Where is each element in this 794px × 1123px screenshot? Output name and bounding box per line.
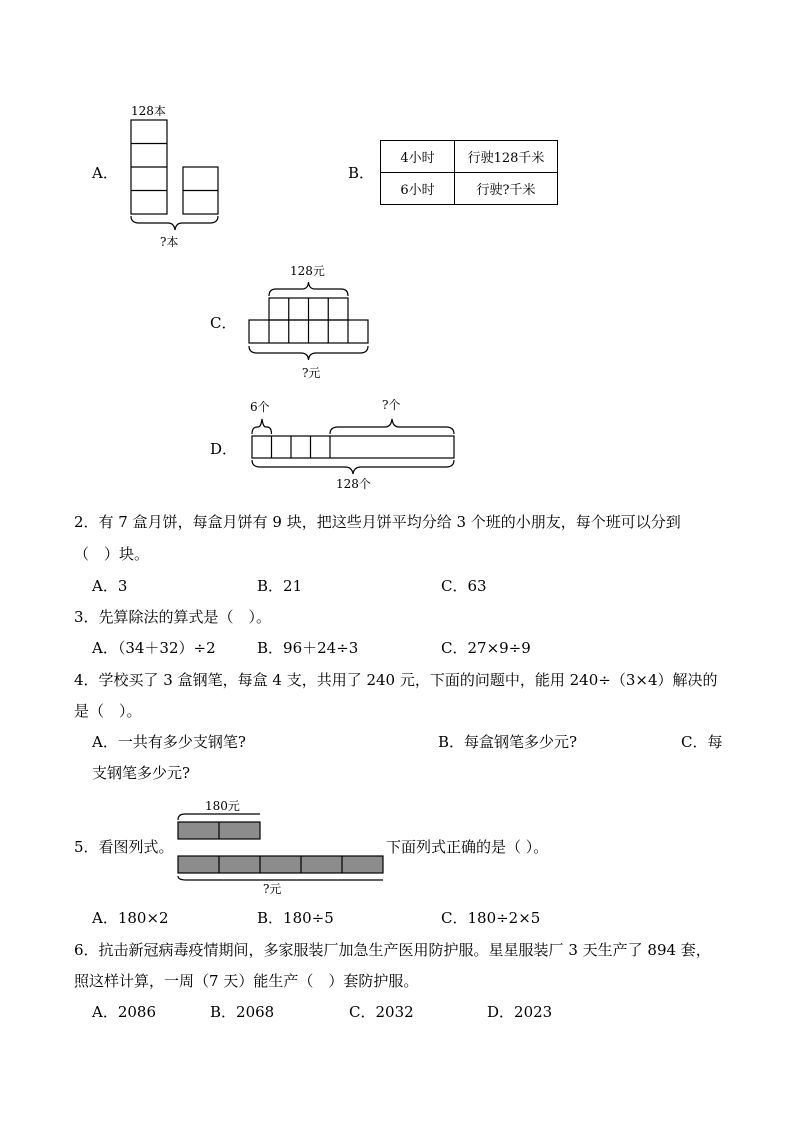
option-b-label: B． bbox=[348, 164, 375, 182]
option-d-label: D． bbox=[210, 440, 238, 458]
q4-option-c-continued[interactable]: 支钢笔多少元? bbox=[92, 764, 191, 782]
q5-text-suffix: 下面列式正确的是（ ）。 bbox=[386, 838, 549, 856]
q4-text-line2: 是（ ）。 bbox=[74, 702, 142, 720]
option-a-bottom-label: ?本 bbox=[160, 235, 179, 249]
q6-option-a[interactable]: A．2086 bbox=[92, 1003, 157, 1021]
q2-text-line2: （ ）块。 bbox=[74, 545, 150, 563]
q5-bottom-label: ?元 bbox=[263, 882, 282, 896]
option-b-cell: 行驶?千米 bbox=[455, 173, 558, 205]
option-a-top-label: 128本 bbox=[131, 104, 166, 118]
option-c-top-label: 128元 bbox=[290, 264, 325, 278]
q6-option-b[interactable]: B．2068 bbox=[210, 1003, 275, 1021]
option-b-cell: 4小时 bbox=[381, 141, 455, 173]
q2-text-line1: 2．有 7 盒月饼，每盒月饼有 9 块，把这些月饼平均分给 3 个班的小朋友，每个班可以分到 bbox=[74, 513, 681, 531]
q3-text: 3．先算除法的算式是（ ）。 bbox=[74, 608, 272, 626]
q6-option-c[interactable]: C．2032 bbox=[349, 1003, 414, 1021]
option-c-label: C． bbox=[210, 314, 237, 332]
q6-option-d[interactable]: D．2023 bbox=[487, 1003, 553, 1021]
q5-option-a[interactable]: A．180×2 bbox=[92, 909, 169, 927]
q5-text-prefix: 5．看图列式。 bbox=[74, 838, 174, 856]
q4-option-a[interactable]: A．一共有多少支钢笔? bbox=[92, 733, 246, 751]
q3-option-b[interactable]: B．96＋24÷3 bbox=[257, 639, 359, 657]
option-d-bottom-label: 128个 bbox=[336, 477, 371, 491]
q4-text-line1: 4．学校买了 3 盒钢笔，每盒 4 支，共用了 240 元，下面的问题中，能用 240÷（3×4）解决的 bbox=[74, 671, 718, 689]
q5-option-c[interactable]: C．180÷2×5 bbox=[441, 909, 541, 927]
q6-text-line2: 照这样计算，一周（7 天）能生产（ ）套防护服。 bbox=[74, 972, 419, 990]
q4-option-b[interactable]: B．每盒钢笔多少元? bbox=[438, 733, 578, 751]
option-d-right-label: ?个 bbox=[382, 398, 401, 412]
q4-option-c[interactable]: C．每 bbox=[681, 733, 723, 751]
q2-option-c[interactable]: C．63 bbox=[441, 577, 487, 595]
q6-text-line1: 6．抗击新冠病毒疫情期间，多家服装厂加急生产医用防护服。星星服装厂 3 天生产了 894 套， bbox=[74, 941, 711, 959]
option-d-left-label: 6个 bbox=[250, 400, 270, 414]
option-c-bottom-label: ?元 bbox=[302, 366, 321, 380]
q5-top-label: 180元 bbox=[205, 799, 240, 813]
option-a-label: A． bbox=[92, 164, 118, 182]
option-b-cell: 6小时 bbox=[381, 173, 455, 205]
option-b-cell: 行驶128千米 bbox=[455, 141, 558, 173]
q3-option-c[interactable]: C．27×9÷9 bbox=[441, 639, 531, 657]
q2-option-b[interactable]: B．21 bbox=[257, 577, 303, 595]
q3-option-a[interactable]: A．（34＋32）÷2 bbox=[92, 639, 216, 657]
q2-option-a[interactable]: A．3 bbox=[92, 577, 128, 595]
q5-option-b[interactable]: B．180÷5 bbox=[257, 909, 334, 927]
